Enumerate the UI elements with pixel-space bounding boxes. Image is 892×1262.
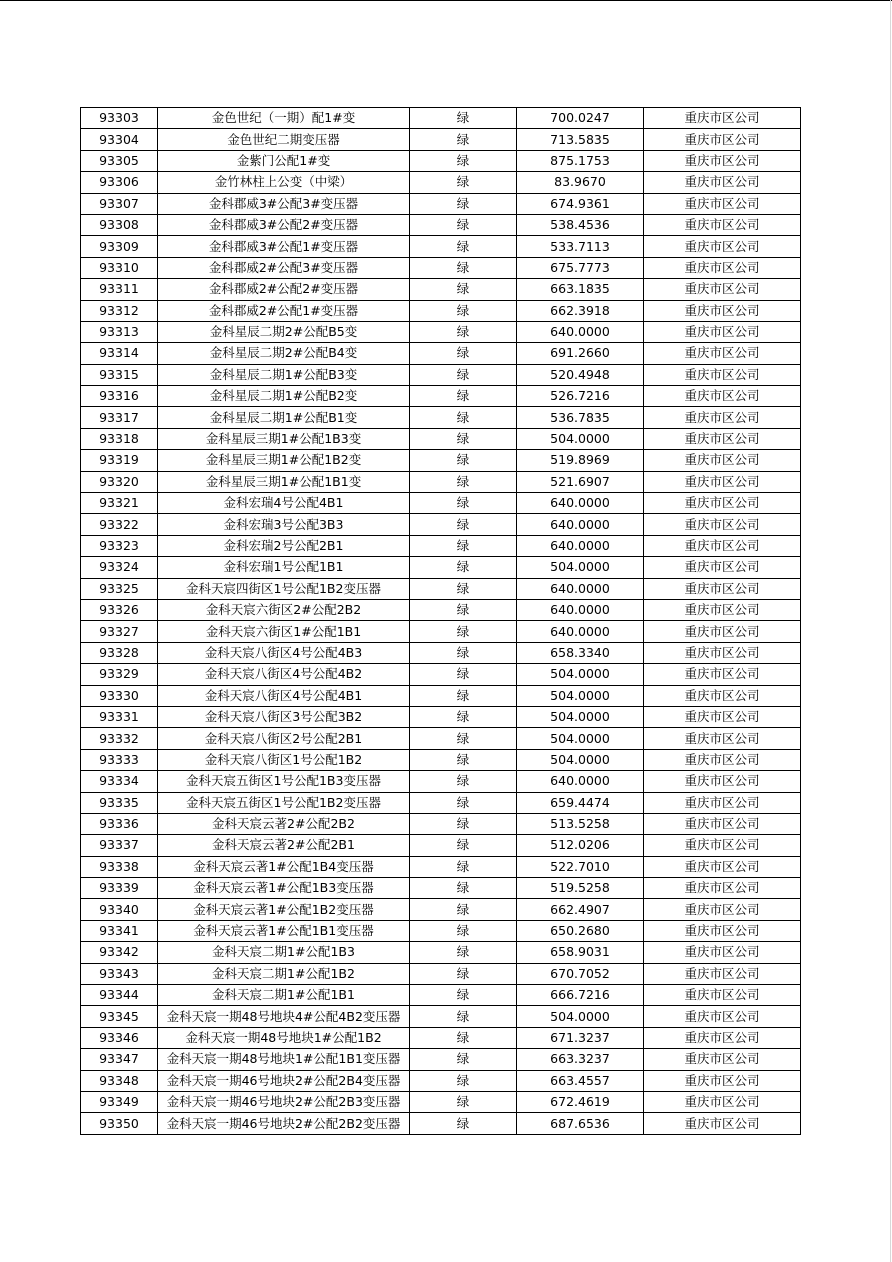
status-color-cell: 绿 [410,193,517,214]
company-cell: 重庆市区公司 [644,364,801,385]
value-cell: 670.7052 [517,963,644,984]
company-cell: 重庆市区公司 [644,792,801,813]
page-top-border [0,0,892,1]
company-cell: 重庆市区公司 [644,450,801,471]
table-row [81,172,801,193]
status-color-cell: 绿 [410,108,517,129]
transformer-name-cell: 金科天宸一期46号地块2#公配2B2变压器 [158,1113,410,1134]
company-cell: 重庆市区公司 [644,985,801,1006]
status-color-cell: 绿 [410,728,517,749]
transformer-name-cell: 金色世纪二期变压器 [158,129,410,150]
value-cell: 640.0000 [517,493,644,514]
transformer-name-cell: 金科天宸云著1#公配1B2变压器 [158,899,410,920]
status-color-cell: 绿 [410,257,517,278]
transformer-name-cell: 金科天宸六街区1#公配1B1 [158,621,410,642]
value-cell: 713.5835 [517,129,644,150]
table-row [81,557,801,578]
value-cell: 666.7216 [517,985,644,1006]
row-id-cell: 93311 [81,279,158,300]
value-cell: 504.0000 [517,428,644,449]
status-color-cell: 绿 [410,514,517,535]
status-color-cell: 绿 [410,535,517,556]
transformer-name-cell: 金科天宸二期1#公配1B1 [158,985,410,1006]
transformer-name-cell: 金科天宸二期1#公配1B3 [158,942,410,963]
table-row [81,856,801,877]
value-cell: 663.1835 [517,279,644,300]
row-id-cell: 93329 [81,664,158,685]
row-id-cell: 93330 [81,685,158,706]
table-row [81,899,801,920]
transformer-name-cell: 金科宏瑞1号公配1B1 [158,557,410,578]
status-color-cell: 绿 [410,899,517,920]
transformer-name-cell: 金科星辰二期1#公配B3变 [158,364,410,385]
value-cell: 674.9361 [517,193,644,214]
table-row [81,1113,801,1134]
table-row [81,685,801,706]
row-id-cell: 93338 [81,856,158,877]
row-id-cell: 93304 [81,129,158,150]
transformer-name-cell: 金科天宸四街区1号公配1B2变压器 [158,578,410,599]
status-color-cell: 绿 [410,1091,517,1112]
table-row [81,599,801,620]
row-id-cell: 93339 [81,878,158,899]
status-color-cell: 绿 [410,236,517,257]
status-color-cell: 绿 [410,343,517,364]
row-id-cell: 93316 [81,386,158,407]
row-id-cell: 93333 [81,749,158,770]
row-id-cell: 93324 [81,557,158,578]
company-cell: 重庆市区公司 [644,129,801,150]
transformer-name-cell: 金科天宸云著1#公配1B1变压器 [158,920,410,941]
transformer-name-cell: 金科郡威3#公配2#变压器 [158,214,410,235]
transformer-name-cell: 金科天宸六街区2#公配2B2 [158,599,410,620]
table-row [81,963,801,984]
company-cell: 重庆市区公司 [644,1049,801,1070]
company-cell: 重庆市区公司 [644,514,801,535]
row-id-cell: 93306 [81,172,158,193]
table-row [81,300,801,321]
table-row [81,343,801,364]
row-id-cell: 93323 [81,535,158,556]
transformer-name-cell: 金科天宸一期48号地块4#公配4B2变压器 [158,1006,410,1027]
company-cell: 重庆市区公司 [644,279,801,300]
transformer-name-cell: 金科天宸八街区4号公配4B3 [158,642,410,663]
company-cell: 重庆市区公司 [644,343,801,364]
value-cell: 504.0000 [517,685,644,706]
row-id-cell: 93348 [81,1070,158,1091]
transformer-name-cell: 金科宏瑞2号公配2B1 [158,535,410,556]
value-cell: 663.3237 [517,1049,644,1070]
value-cell: 640.0000 [517,535,644,556]
value-cell: 663.4557 [517,1070,644,1091]
row-id-cell: 93345 [81,1006,158,1027]
page-right-edge [890,0,891,1262]
transformer-name-cell: 金科星辰二期2#公配B5变 [158,321,410,342]
transformer-name-cell: 金科天宸八街区1号公配1B2 [158,749,410,770]
status-color-cell: 绿 [410,407,517,428]
row-id-cell: 93346 [81,1027,158,1048]
status-color-cell: 绿 [410,172,517,193]
company-cell: 重庆市区公司 [644,236,801,257]
status-color-cell: 绿 [410,1113,517,1134]
company-cell: 重庆市区公司 [644,813,801,834]
row-id-cell: 93322 [81,514,158,535]
table-row [81,1006,801,1027]
company-cell: 重庆市区公司 [644,321,801,342]
table-row [81,493,801,514]
company-cell: 重庆市区公司 [644,856,801,877]
transformer-name-cell: 金科天宸云著2#公配2B1 [158,835,410,856]
value-cell: 640.0000 [517,771,644,792]
value-cell: 519.5258 [517,878,644,899]
value-cell: 526.7216 [517,386,644,407]
status-color-cell: 绿 [410,364,517,385]
status-color-cell: 绿 [410,813,517,834]
row-id-cell: 93307 [81,193,158,214]
transformer-name-cell: 金科星辰三期1#公配1B3变 [158,428,410,449]
transformer-name-cell: 金科星辰二期2#公配B4变 [158,343,410,364]
value-cell: 671.3237 [517,1027,644,1048]
company-cell: 重庆市区公司 [644,878,801,899]
value-cell: 504.0000 [517,749,644,770]
status-color-cell: 绿 [410,1070,517,1091]
value-cell: 513.5258 [517,813,644,834]
value-cell: 504.0000 [517,557,644,578]
value-cell: 519.8969 [517,450,644,471]
status-color-cell: 绿 [410,428,517,449]
row-id-cell: 93337 [81,835,158,856]
transformer-name-cell: 金科天宸二期1#公配1B2 [158,963,410,984]
table-row [81,214,801,235]
company-cell: 重庆市区公司 [644,621,801,642]
table-row [81,428,801,449]
transformer-name-cell: 金科星辰三期1#公配1B2变 [158,450,410,471]
table-row [81,1027,801,1048]
status-color-cell: 绿 [410,621,517,642]
status-color-cell: 绿 [410,920,517,941]
status-color-cell: 绿 [410,1006,517,1027]
value-cell: 650.2680 [517,920,644,941]
status-color-cell: 绿 [410,150,517,171]
value-cell: 640.0000 [517,599,644,620]
value-cell: 659.4474 [517,792,644,813]
value-cell: 658.9031 [517,942,644,963]
status-color-cell: 绿 [410,685,517,706]
row-id-cell: 93317 [81,407,158,428]
transformer-name-cell: 金科天宸八街区2号公配2B1 [158,728,410,749]
value-cell: 504.0000 [517,664,644,685]
company-cell: 重庆市区公司 [644,963,801,984]
value-cell: 687.6536 [517,1113,644,1134]
table-row [81,578,801,599]
company-cell: 重庆市区公司 [644,150,801,171]
status-color-cell: 绿 [410,835,517,856]
company-cell: 重庆市区公司 [644,942,801,963]
value-cell: 83.9670 [517,172,644,193]
transformer-name-cell: 金科天宸五街区1号公配1B2变压器 [158,792,410,813]
row-id-cell: 93342 [81,942,158,963]
transformer-name-cell: 金科天宸云著1#公配1B3变压器 [158,878,410,899]
company-cell: 重庆市区公司 [644,599,801,620]
row-id-cell: 93320 [81,471,158,492]
status-color-cell: 绿 [410,706,517,727]
transformer-name-cell: 金科天宸云著1#公配1B4变压器 [158,856,410,877]
status-color-cell: 绿 [410,471,517,492]
row-id-cell: 93327 [81,621,158,642]
transformer-name-cell: 金科郡威2#公配1#变压器 [158,300,410,321]
company-cell: 重庆市区公司 [644,1113,801,1134]
value-cell: 875.1753 [517,150,644,171]
status-color-cell: 绿 [410,1049,517,1070]
transformer-name-cell: 金科郡威3#公配1#变压器 [158,236,410,257]
status-color-cell: 绿 [410,599,517,620]
status-color-cell: 绿 [410,578,517,599]
transformer-name-cell: 金科天宸八街区4号公配4B2 [158,664,410,685]
transformer-name-cell: 金科天宸一期46号地块2#公配2B3变压器 [158,1091,410,1112]
table-row [81,642,801,663]
row-id-cell: 93341 [81,920,158,941]
company-cell: 重庆市区公司 [644,108,801,129]
company-cell: 重庆市区公司 [644,257,801,278]
company-cell: 重庆市区公司 [644,664,801,685]
value-cell: 662.3918 [517,300,644,321]
company-cell: 重庆市区公司 [644,578,801,599]
value-cell: 640.0000 [517,578,644,599]
value-cell: 675.7773 [517,257,644,278]
transformer-name-cell: 金科郡威2#公配2#变压器 [158,279,410,300]
row-id-cell: 93305 [81,150,158,171]
status-color-cell: 绿 [410,450,517,471]
value-cell: 521.6907 [517,471,644,492]
status-color-cell: 绿 [410,493,517,514]
table-row [81,108,801,129]
row-id-cell: 93321 [81,493,158,514]
transformer-name-cell: 金科星辰二期1#公配B1变 [158,407,410,428]
company-cell: 重庆市区公司 [644,706,801,727]
status-color-cell: 绿 [410,386,517,407]
status-color-cell: 绿 [410,1027,517,1048]
company-cell: 重庆市区公司 [644,899,801,920]
status-color-cell: 绿 [410,856,517,877]
row-id-cell: 93332 [81,728,158,749]
value-cell: 504.0000 [517,1006,644,1027]
table-row [81,150,801,171]
transformer-name-cell: 金紫门公配1#变 [158,150,410,171]
table-row [81,920,801,941]
table-row [81,407,801,428]
status-color-cell: 绿 [410,642,517,663]
table-row [81,792,801,813]
table-row [81,706,801,727]
value-cell: 700.0247 [517,108,644,129]
value-cell: 640.0000 [517,621,644,642]
transformer-name-cell: 金科宏瑞4号公配4B1 [158,493,410,514]
row-id-cell: 93344 [81,985,158,1006]
value-cell: 640.0000 [517,514,644,535]
row-id-cell: 93309 [81,236,158,257]
transformer-name-cell: 金科郡威3#公配3#变压器 [158,193,410,214]
table-body [81,108,801,1135]
company-cell: 重庆市区公司 [644,493,801,514]
status-color-cell: 绿 [410,963,517,984]
row-id-cell: 93313 [81,321,158,342]
transformer-name-cell: 金科天宸八街区4号公配4B1 [158,685,410,706]
table-row [81,1091,801,1112]
row-id-cell: 93349 [81,1091,158,1112]
table-row [81,364,801,385]
table-row [81,193,801,214]
table-row [81,236,801,257]
value-cell: 504.0000 [517,728,644,749]
company-cell: 重庆市区公司 [644,535,801,556]
value-cell: 504.0000 [517,706,644,727]
value-cell: 512.0206 [517,835,644,856]
status-color-cell: 绿 [410,771,517,792]
status-color-cell: 绿 [410,557,517,578]
row-id-cell: 93347 [81,1049,158,1070]
status-color-cell: 绿 [410,942,517,963]
company-cell: 重庆市区公司 [644,193,801,214]
company-cell: 重庆市区公司 [644,471,801,492]
company-cell: 重庆市区公司 [644,172,801,193]
row-id-cell: 93312 [81,300,158,321]
value-cell: 672.4619 [517,1091,644,1112]
status-color-cell: 绿 [410,300,517,321]
company-cell: 重庆市区公司 [644,1027,801,1048]
status-color-cell: 绿 [410,878,517,899]
value-cell: 640.0000 [517,321,644,342]
value-cell: 533.7113 [517,236,644,257]
table-row [81,450,801,471]
transformer-name-cell: 金色世纪（一期）配1#变 [158,108,410,129]
company-cell: 重庆市区公司 [644,642,801,663]
company-cell: 重庆市区公司 [644,920,801,941]
table-row [81,878,801,899]
status-color-cell: 绿 [410,749,517,770]
row-id-cell: 93343 [81,963,158,984]
table-row [81,664,801,685]
transformer-name-cell: 金竹林柱上公变（中梁） [158,172,410,193]
company-cell: 重庆市区公司 [644,835,801,856]
row-id-cell: 93331 [81,706,158,727]
company-cell: 重庆市区公司 [644,771,801,792]
status-color-cell: 绿 [410,664,517,685]
row-id-cell: 93325 [81,578,158,599]
row-id-cell: 93319 [81,450,158,471]
table-row [81,942,801,963]
value-cell: 538.4536 [517,214,644,235]
row-id-cell: 93303 [81,108,158,129]
row-id-cell: 93336 [81,813,158,834]
company-cell: 重庆市区公司 [644,685,801,706]
company-cell: 重庆市区公司 [644,428,801,449]
transformer-name-cell: 金科天宸一期46号地块2#公配2B4变压器 [158,1070,410,1091]
row-id-cell: 93340 [81,899,158,920]
table-row [81,728,801,749]
transformer-name-cell: 金科天宸一期48号地块1#公配1B2 [158,1027,410,1048]
row-id-cell: 93326 [81,599,158,620]
status-color-cell: 绿 [410,214,517,235]
row-id-cell: 93335 [81,792,158,813]
table-row [81,535,801,556]
company-cell: 重庆市区公司 [644,1091,801,1112]
table-row [81,1070,801,1091]
row-id-cell: 93315 [81,364,158,385]
table-row [81,257,801,278]
transformer-name-cell: 金科星辰二期1#公配B2变 [158,386,410,407]
table-row [81,813,801,834]
row-id-cell: 93318 [81,428,158,449]
row-id-cell: 93328 [81,642,158,663]
company-cell: 重庆市区公司 [644,214,801,235]
table-row [81,621,801,642]
transformer-name-cell: 金科星辰三期1#公配1B1变 [158,471,410,492]
table-row [81,129,801,150]
transformer-name-cell: 金科天宸云著2#公配2B2 [158,813,410,834]
table-row [81,985,801,1006]
table-row [81,835,801,856]
company-cell: 重庆市区公司 [644,728,801,749]
value-cell: 520.4948 [517,364,644,385]
status-color-cell: 绿 [410,279,517,300]
row-id-cell: 93334 [81,771,158,792]
table-row [81,471,801,492]
transformer-name-cell: 金科天宸一期48号地块1#公配1B1变压器 [158,1049,410,1070]
company-cell: 重庆市区公司 [644,749,801,770]
value-cell: 662.4907 [517,899,644,920]
table-row [81,321,801,342]
table-row [81,749,801,770]
row-id-cell: 93314 [81,343,158,364]
value-cell: 658.3340 [517,642,644,663]
status-color-cell: 绿 [410,129,517,150]
transformer-name-cell: 金科天宸八街区3号公配3B2 [158,706,410,727]
row-id-cell: 93308 [81,214,158,235]
transformer-name-cell: 金科天宸五街区1号公配1B3变压器 [158,771,410,792]
company-cell: 重庆市区公司 [644,300,801,321]
transformer-name-cell: 金科宏瑞3号公配3B3 [158,514,410,535]
table-row [81,514,801,535]
row-id-cell: 93350 [81,1113,158,1134]
row-id-cell: 93310 [81,257,158,278]
status-color-cell: 绿 [410,985,517,1006]
company-cell: 重庆市区公司 [644,386,801,407]
status-color-cell: 绿 [410,792,517,813]
table-row [81,1049,801,1070]
table-row [81,279,801,300]
company-cell: 重庆市区公司 [644,557,801,578]
value-cell: 536.7835 [517,407,644,428]
table-row [81,386,801,407]
transformer-table [80,107,801,1135]
company-cell: 重庆市区公司 [644,1006,801,1027]
value-cell: 691.2660 [517,343,644,364]
table-row [81,771,801,792]
company-cell: 重庆市区公司 [644,1070,801,1091]
value-cell: 522.7010 [517,856,644,877]
transformer-name-cell: 金科郡威2#公配3#变压器 [158,257,410,278]
status-color-cell: 绿 [410,321,517,342]
company-cell: 重庆市区公司 [644,407,801,428]
